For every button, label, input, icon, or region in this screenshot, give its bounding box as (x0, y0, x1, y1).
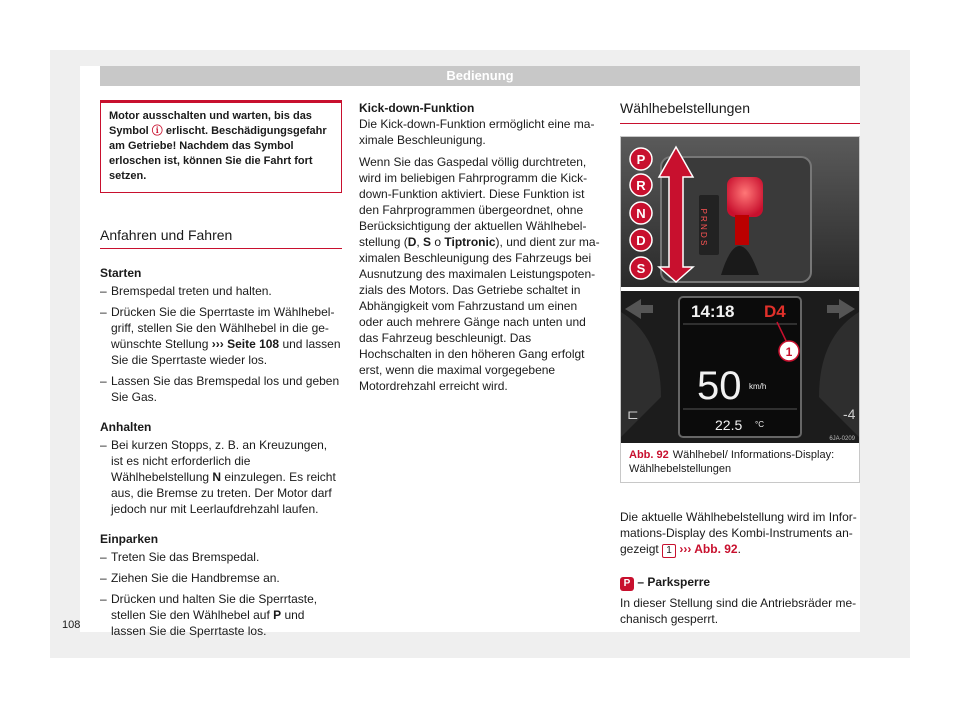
right-gauge-mark: -4 (843, 406, 856, 422)
display-temperature: 22.5 (715, 417, 743, 433)
park-badge: P (620, 577, 634, 591)
warning-box (100, 100, 342, 193)
display-temperature-unit: °C (755, 420, 764, 429)
einparken-list (100, 549, 342, 639)
caption-label: Abb. 92 (629, 449, 669, 461)
left-gauge-mark: ⊏ (627, 406, 639, 422)
gear-label-r: R (636, 178, 646, 193)
info-icon: ⓘ (151, 125, 163, 137)
subheading-anhalten: Anhalten (100, 420, 152, 434)
list-item: – Drücken Sie die Sperrtaste im Wählhebelgriff, stellen Sie den Wählhebel in die gewünschte Stellung ››› Seite 108 und lassen Sie die Sperrtaste wieder los. (100, 304, 342, 368)
section-header: Bedienung (100, 66, 860, 86)
callout-number: 1 (785, 345, 793, 359)
gear-label-d: D (636, 233, 646, 248)
section-title-anfahren: Anfahren und Fahren (100, 227, 342, 249)
display-gear: D4 (764, 302, 786, 321)
list-item: – Lassen Sie das Bremspedal los und geben Sie Gas. (100, 373, 342, 405)
gear-label-n: N (636, 206, 646, 221)
lever-knob (727, 177, 763, 217)
park-heading (620, 574, 860, 591)
warning-text-end: erlischt. Beschädigungsgefahr am Getriebe! Nachdem das Symbol erloschen ist, können Sie die Fahrt fort setzen. (109, 125, 327, 182)
lever-letters: P R N D S (699, 208, 708, 246)
column-middle (359, 100, 601, 400)
list-item: – Ziehen Sie die Handbremse an. (100, 570, 342, 586)
gear-label-p: P (636, 152, 646, 167)
display-time: 14:18 (691, 302, 735, 321)
park-title: – Parksperre (637, 575, 711, 589)
gear-label-badges (630, 148, 652, 279)
gear-selector-illustration (621, 137, 859, 443)
position-paragraph: Die aktuelle Wählhebelstellung wird im Informations-Display des Kombi-Instruments angezeigt 1 ››› Abb. 92. (620, 510, 857, 556)
list-item: – Bremspedal treten und halten. (100, 283, 342, 299)
starten-list (100, 283, 342, 405)
anhalten-list (100, 437, 342, 517)
subheading-starten: Starten (100, 266, 142, 280)
gear-label-s: S (636, 261, 646, 276)
subheading-kickdown: Kick-down-Funktion (359, 101, 475, 115)
caption-text: Wählhebel/ Informations-Display: Wählhebelstellungen (629, 449, 835, 475)
warning-text-start: Motor ausschalten und warten, bis das Symbol (109, 110, 312, 137)
page-link[interactable]: ››› Seite 108 (211, 337, 280, 351)
figure-divider (621, 287, 859, 291)
list-item: – Bei kurzen Stopps, z. B. an Kreuzungen, ist es nicht erforderlich die Wählhebelstellung N einzulegen. Es reicht aus, die Bremse zu treten. Der Motor darf jedoch nur mit Leerlaufdrehzahl laufen. (100, 437, 342, 517)
section-title-waehlhebel: Wählhebelstellungen (620, 100, 860, 124)
display-speed-unit: km/h (749, 382, 767, 391)
figure-92 (620, 136, 860, 483)
figure-caption (621, 443, 859, 482)
column-left (100, 100, 342, 644)
figure-link[interactable]: ››› Abb. 92 (676, 542, 738, 556)
park-text: In dieser Stellung sind die Antriebsräder mechanisch gesperrt. (620, 596, 857, 626)
display-speed: 50 (697, 364, 742, 408)
list-item: – Treten Sie das Bremspedal. (100, 549, 342, 565)
page-number: 108 (62, 619, 81, 631)
list-item: – Drücken und halten Sie die Sperrtaste, stellen Sie den Wählhebel auf P und lassen Sie die Sperrtaste los. (100, 591, 342, 639)
kickdown-paragraph-1: Die Kick-down-Funktion ermöglicht eine maximale Beschleunigung. (359, 117, 595, 147)
kickdown-paragraph-2: Wenn Sie das Gaspedal völlig durchtreten, wird im beliebigen Fahrprogramm die Kick-down-Funktion aktiviert. Diese Funktion ist den Fahrprogrammen übergeordnet, ohne Berücksichtigung der aktuellen Wählhebelstellung (D, S o Tiptronic), und dient zur maximalen Beschleunigung des Fahrzeugs bei Ausnutzung des maximalen Leistungspotenzials des Motors. Das Getriebe schaltet in Abhängigkeit vom Fahrzustand um einen oder auch mehrere Gänge nach unten und das Fahrzeug beschleunigt. Das Hochschalten in den höheren Gang erfolgt erst, wenn die maximal vorgegebene Motordrehzahl erreicht wird. (359, 155, 600, 393)
subheading-einparken: Einparken (100, 532, 159, 546)
lever-shaft (735, 215, 749, 245)
image-code: 6JA-0209 (829, 436, 855, 442)
callout-badge: 1 (662, 544, 676, 558)
column-right (620, 100, 860, 633)
